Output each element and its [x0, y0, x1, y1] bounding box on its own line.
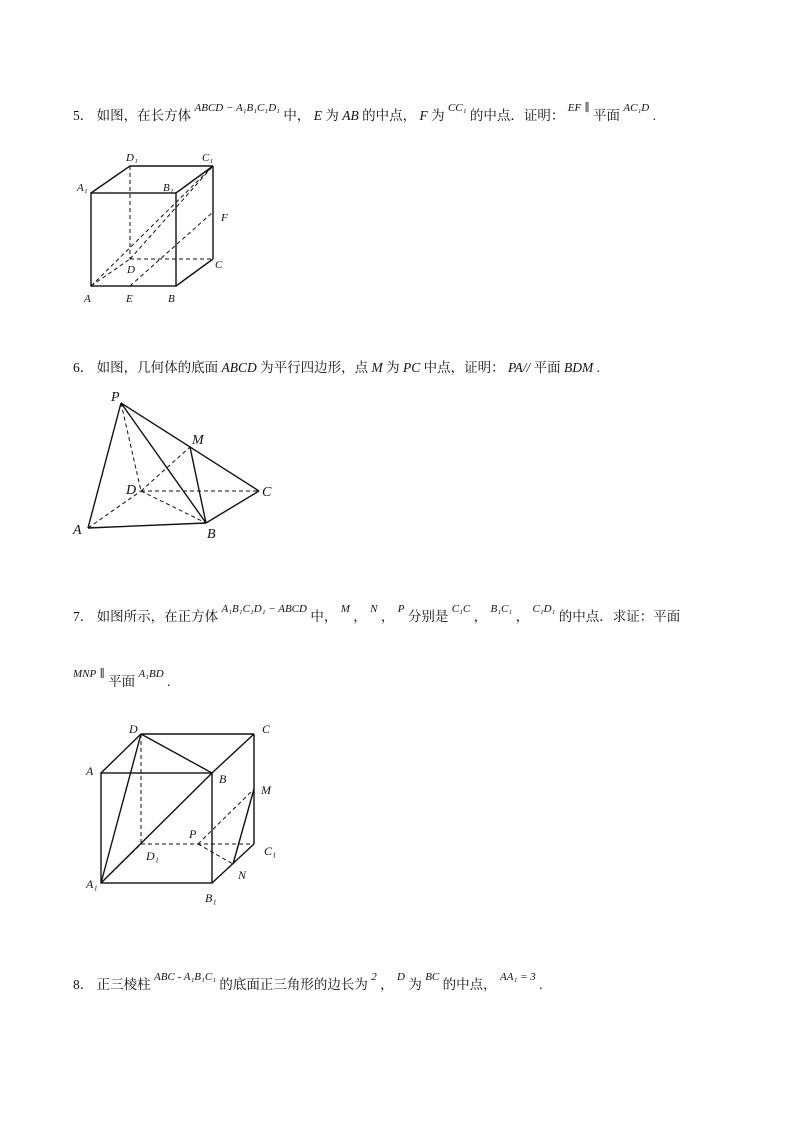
text-segment: 的中点．证明：	[469, 108, 565, 123]
math-expression: AA₁ = 3	[500, 971, 536, 983]
problem-5-text	[73, 102, 656, 127]
vertex-label: A	[73, 523, 82, 538]
figure-7-cube	[85, 722, 276, 905]
vertex-label: D	[129, 722, 138, 736]
vertex-label: D₁	[126, 152, 138, 164]
text-segment: 为	[431, 108, 445, 123]
text-segment: 的中点，	[362, 108, 417, 123]
edge	[91, 166, 130, 193]
edge	[176, 166, 213, 193]
math-expression: CC₁	[447, 102, 467, 114]
vertex-label: M	[192, 433, 204, 448]
vertex-label: E	[126, 293, 133, 305]
vertex-label: B₁	[205, 891, 217, 905]
vertex-label: B₁	[163, 182, 174, 194]
edge-AB	[88, 523, 206, 528]
problem-7-text-line2	[73, 668, 171, 693]
segment-A1D	[101, 734, 141, 883]
math-var: M	[371, 360, 383, 375]
vertex-label: C₁	[264, 844, 277, 858]
math-expression: A₁BD	[138, 668, 164, 680]
segment-EF	[130, 212, 213, 286]
vertex-label: A	[84, 293, 91, 305]
edge	[101, 734, 141, 773]
text-segment: .	[539, 977, 543, 992]
text-segment: .	[167, 674, 171, 689]
math-var: P	[397, 603, 405, 615]
text-segment: 如图，几何体的底面	[96, 360, 219, 375]
text-segment: ，	[380, 977, 394, 992]
vertex-label: D₁	[146, 849, 159, 863]
segment-MN	[233, 789, 254, 864]
problem-8-text	[73, 971, 543, 996]
hidden-edge-DB	[141, 491, 206, 523]
hidden-edge	[91, 259, 130, 286]
math-var: BDM	[564, 360, 594, 375]
problem-6-text	[73, 358, 600, 378]
text-segment: 为	[325, 108, 339, 123]
text-segment: 如图，在长方体	[96, 108, 192, 123]
segment-MB	[190, 447, 206, 523]
text-segment: 平面	[108, 674, 136, 689]
vertex-label: B	[207, 527, 216, 542]
text-segment: 平面	[533, 360, 561, 375]
text-segment: ，	[473, 609, 488, 624]
problem-number: 6．	[73, 360, 94, 375]
text-segment: .	[596, 360, 601, 375]
text-segment: 为	[408, 977, 422, 992]
vertex-label: B	[168, 293, 175, 305]
vertex-label: A₁	[86, 877, 98, 891]
vertex-label: N	[238, 868, 247, 882]
vertex-label: A₁	[77, 182, 88, 194]
edge-PB	[121, 403, 206, 523]
math-number: 2	[371, 971, 377, 983]
vertex-label: C	[262, 485, 272, 500]
text-segment: 为	[386, 360, 400, 375]
hidden-edge-AD	[88, 491, 141, 528]
math-expression: ABCD − A₁B₁C₁D₁	[194, 102, 280, 114]
vertex-label: F	[221, 212, 228, 224]
segment-DB	[141, 734, 212, 773]
math-var: BC	[425, 971, 440, 983]
vertex-label: C₁	[202, 152, 214, 164]
text-segment: 平面	[593, 108, 621, 123]
edge	[101, 773, 212, 883]
parallel-symbol: ∥	[99, 668, 105, 680]
hidden-edge-PD	[121, 403, 141, 491]
edge	[212, 734, 254, 773]
problem-number: 5．	[73, 108, 94, 123]
vertex-label: P	[189, 827, 197, 841]
math-var: EF	[567, 102, 582, 114]
edge-PC	[121, 403, 259, 491]
diagonal-DC1	[130, 166, 213, 259]
edge-BC	[206, 491, 259, 523]
math-var: M	[340, 603, 350, 615]
segment-PN	[198, 844, 233, 864]
parallel-symbol: ∥	[584, 102, 590, 114]
math-expression: B₁C₁	[490, 603, 513, 615]
math-expression: ABC - A₁B₁C₁	[154, 971, 216, 983]
hidden-edge-DM	[141, 447, 190, 491]
text-segment: ，	[515, 609, 530, 624]
figure-6-pyramid	[72, 390, 272, 542]
math-expression: C₁C	[451, 603, 471, 615]
vertex-label: B	[219, 772, 227, 786]
math-var: MNP	[73, 668, 97, 680]
math-expression: AC₁D	[623, 102, 650, 114]
text-segment: 中，	[310, 609, 338, 624]
problem-7-text	[73, 603, 681, 628]
text-segment: 中点，证明：	[423, 360, 505, 375]
vertex-label: C	[215, 259, 223, 271]
problem-number: 7．	[73, 609, 94, 624]
text-segment: 正三棱柱	[96, 977, 151, 992]
vertex-label: D	[127, 264, 135, 276]
math-expression: PA//	[508, 360, 531, 375]
math-expression: C₁D₁	[532, 603, 556, 615]
text-segment: 如图所示，在正方体	[96, 609, 219, 624]
math-var: E	[313, 108, 322, 123]
text-segment: 分别是	[407, 609, 449, 624]
text-segment: .	[652, 108, 656, 123]
math-var: F	[419, 108, 428, 123]
math-expression: A₁B₁C₁D₁ − ABCD	[221, 603, 307, 615]
segment-PM	[198, 789, 254, 844]
segment-A1B	[101, 773, 212, 883]
edge	[176, 259, 213, 286]
vertex-label: D	[126, 483, 137, 498]
hidden-edge	[101, 844, 141, 883]
vertex-label: A	[86, 764, 94, 778]
diagonal-AC1	[91, 166, 213, 286]
text-segment: ，	[380, 609, 395, 624]
problem-number: 8．	[73, 977, 94, 992]
text-segment: ，	[353, 609, 367, 624]
text-segment: 为平行四边形，点	[260, 360, 369, 375]
figure-5-box	[76, 152, 228, 305]
edge-PA	[88, 403, 121, 528]
math-var: PC	[403, 360, 421, 375]
math-var: ABCD	[221, 360, 257, 375]
text-segment: 的中点，	[442, 977, 497, 992]
math-var: AB	[342, 108, 359, 123]
edge	[212, 844, 254, 883]
math-var: N	[370, 603, 378, 615]
math-var: D	[397, 971, 405, 983]
vertex-label: P	[111, 390, 120, 405]
vertex-label: M	[261, 783, 271, 797]
text-segment: 的底面正三角形的边长为	[219, 977, 368, 992]
text-segment: 的中点．求证：平面	[558, 609, 681, 624]
text-segment: 中，	[283, 108, 311, 123]
edge	[91, 193, 176, 286]
vertex-label: C	[262, 722, 271, 736]
